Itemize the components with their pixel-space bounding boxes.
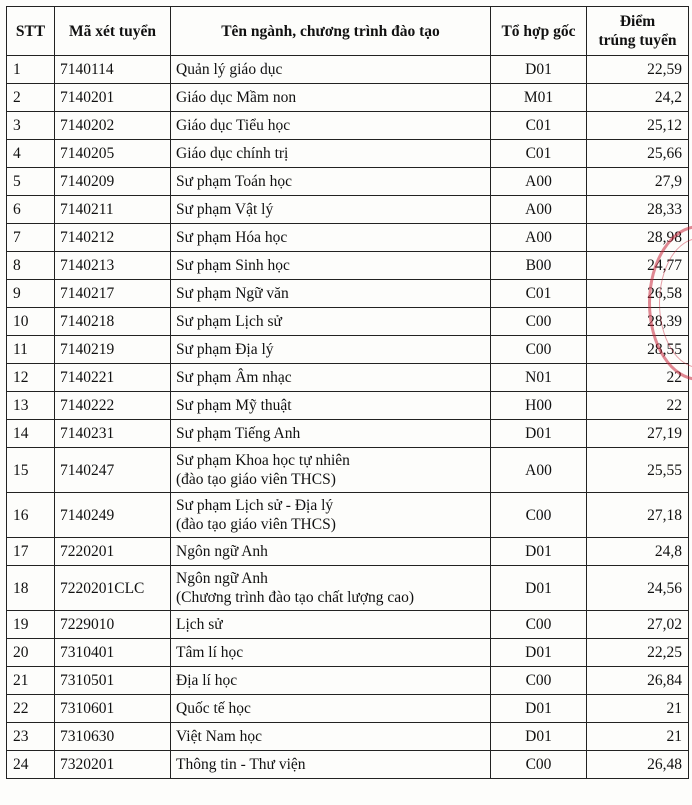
row-score: 28,33 <box>587 196 689 224</box>
table-row <box>7 140 689 168</box>
row-stt: 17 <box>7 538 55 566</box>
row-code: 7140247 <box>55 448 171 493</box>
table-row <box>7 308 689 336</box>
table-row <box>7 723 689 751</box>
row-score: 24,56 <box>587 566 689 611</box>
row-code: 7140202 <box>55 112 171 140</box>
row-name-line1: Lịch sử <box>176 616 223 633</box>
row-stt: 11 <box>7 336 55 364</box>
row-name <box>171 420 491 448</box>
row-score: 28,98 <box>587 224 689 252</box>
row-score: 22 <box>587 364 689 392</box>
row-name <box>171 364 491 392</box>
row-name <box>171 56 491 84</box>
row-stt: 1 <box>7 56 55 84</box>
row-code: 7310601 <box>55 695 171 723</box>
row-stt: 7 <box>7 224 55 252</box>
row-name-line1: Sư phạm Lịch sử <box>176 313 282 330</box>
table-row <box>7 420 689 448</box>
row-name <box>171 140 491 168</box>
row-code: 7140213 <box>55 252 171 280</box>
row-stt: 19 <box>7 611 55 639</box>
row-stt: 6 <box>7 196 55 224</box>
row-name-line2: (Chương trình đào tạo chất lượng cao) <box>176 589 415 606</box>
row-code: 7229010 <box>55 611 171 639</box>
row-combo: A00 <box>491 224 587 252</box>
table-row <box>7 196 689 224</box>
row-name-line1: Sư phạm Âm nhạc <box>176 369 292 386</box>
row-combo: C01 <box>491 112 587 140</box>
row-combo: C00 <box>491 611 587 639</box>
row-stt: 13 <box>7 392 55 420</box>
row-name-line1: Sư phạm Mỹ thuật <box>176 397 292 414</box>
row-code: 7310401 <box>55 639 171 667</box>
table-row <box>7 252 689 280</box>
row-stt: 24 <box>7 751 55 779</box>
row-code: 7140231 <box>55 420 171 448</box>
row-stt: 23 <box>7 723 55 751</box>
row-name-line1: Sư phạm Địa lý <box>176 341 274 358</box>
row-score: 26,48 <box>587 751 689 779</box>
row-name-line1: Sư phạm Hóa học <box>176 229 288 246</box>
row-score: 27,9 <box>587 168 689 196</box>
row-name-line1: Sư phạm Toán học <box>176 173 292 190</box>
header-stt: STT <box>7 7 55 56</box>
row-stt: 3 <box>7 112 55 140</box>
row-name <box>171 392 491 420</box>
row-stt: 22 <box>7 695 55 723</box>
row-stt: 4 <box>7 140 55 168</box>
admission-scores-table <box>6 6 689 779</box>
row-name <box>171 695 491 723</box>
row-name-line1: Sư phạm Khoa học tự nhiên <box>176 452 350 469</box>
row-combo: D01 <box>491 566 587 611</box>
row-combo: A00 <box>491 196 587 224</box>
row-name <box>171 566 491 611</box>
table-row <box>7 84 689 112</box>
row-name-line1: Thông tin - Thư viện <box>176 756 306 773</box>
row-name-line1: Sư phạm Lịch sử - Địa lý <box>176 497 334 514</box>
row-name-line1: Sư phạm Sinh học <box>176 257 290 274</box>
row-name <box>171 493 491 538</box>
row-code: 7220201CLC <box>55 566 171 611</box>
row-score: 25,66 <box>587 140 689 168</box>
row-name-line2: (đào tạo giáo viên THCS) <box>176 471 336 488</box>
row-score: 22 <box>587 392 689 420</box>
row-code: 7140221 <box>55 364 171 392</box>
row-name <box>171 336 491 364</box>
row-combo: C00 <box>491 751 587 779</box>
row-score: 27,18 <box>587 493 689 538</box>
row-code: 7320201 <box>55 751 171 779</box>
table-row <box>7 695 689 723</box>
table-row <box>7 56 689 84</box>
row-name <box>171 448 491 493</box>
row-code: 7140218 <box>55 308 171 336</box>
header-score <box>587 7 689 56</box>
row-combo: M01 <box>491 84 587 112</box>
row-name-line1: Ngôn ngữ Anh <box>176 570 268 587</box>
row-code: 7310501 <box>55 667 171 695</box>
table-row <box>7 364 689 392</box>
row-code: 7140219 <box>55 336 171 364</box>
row-stt: 21 <box>7 667 55 695</box>
row-name <box>171 538 491 566</box>
row-score: 26,58 <box>587 280 689 308</box>
row-stt: 10 <box>7 308 55 336</box>
row-name-line1: Sư phạm Tiếng Anh <box>176 425 301 442</box>
row-code: 7140222 <box>55 392 171 420</box>
row-combo: H00 <box>491 392 587 420</box>
row-name <box>171 84 491 112</box>
row-score: 24,8 <box>587 538 689 566</box>
row-combo: D01 <box>491 420 587 448</box>
row-combo: N01 <box>491 364 587 392</box>
row-score: 27,19 <box>587 420 689 448</box>
row-name-line1: Quốc tế học <box>176 700 251 717</box>
row-code: 7140217 <box>55 280 171 308</box>
row-stt: 16 <box>7 493 55 538</box>
header-code: Mã xét tuyển <box>55 7 171 56</box>
row-name-line1: Giáo dục Mầm non <box>176 89 297 106</box>
header-score-line1: Điểm <box>619 13 656 30</box>
row-combo: D01 <box>491 538 587 566</box>
table-row <box>7 224 689 252</box>
row-stt: 5 <box>7 168 55 196</box>
table-row <box>7 448 689 493</box>
row-stt: 15 <box>7 448 55 493</box>
row-combo: D01 <box>491 695 587 723</box>
table-row <box>7 667 689 695</box>
row-combo: C00 <box>491 667 587 695</box>
row-name <box>171 639 491 667</box>
row-code: 7140249 <box>55 493 171 538</box>
table-row <box>7 538 689 566</box>
row-code: 7140211 <box>55 196 171 224</box>
table-row <box>7 392 689 420</box>
row-name <box>171 112 491 140</box>
row-code: 7310630 <box>55 723 171 751</box>
header-combo: Tổ hợp gốc <box>491 7 587 56</box>
row-stt: 14 <box>7 420 55 448</box>
table-row <box>7 639 689 667</box>
row-combo: D01 <box>491 56 587 84</box>
row-score: 25,55 <box>587 448 689 493</box>
table-body <box>7 56 689 779</box>
row-combo: C01 <box>491 280 587 308</box>
row-name-line1: Tâm lí học <box>176 644 244 661</box>
row-code: 7140212 <box>55 224 171 252</box>
row-stt: 18 <box>7 566 55 611</box>
row-score: 24,2 <box>587 84 689 112</box>
row-combo: B00 <box>491 252 587 280</box>
table-row <box>7 112 689 140</box>
row-stt: 8 <box>7 252 55 280</box>
row-name <box>171 308 491 336</box>
row-code: 7140201 <box>55 84 171 112</box>
row-code: 7140205 <box>55 140 171 168</box>
row-name-line1: Ngôn ngữ Anh <box>176 543 268 560</box>
row-combo: D01 <box>491 639 587 667</box>
row-stt: 2 <box>7 84 55 112</box>
row-name <box>171 168 491 196</box>
row-name-line1: Giáo dục Tiểu học <box>176 117 291 134</box>
row-score: 25,12 <box>587 112 689 140</box>
row-code: 7140209 <box>55 168 171 196</box>
row-combo: C00 <box>491 336 587 364</box>
row-name <box>171 196 491 224</box>
row-name-line2: (đào tạo giáo viên THCS) <box>176 516 336 533</box>
row-combo: C01 <box>491 140 587 168</box>
row-name-line1: Quản lý giáo dục <box>176 61 283 78</box>
table-row <box>7 751 689 779</box>
row-name <box>171 723 491 751</box>
row-name-line1: Địa lí học <box>176 672 238 689</box>
table-row <box>7 566 689 611</box>
row-stt: 20 <box>7 639 55 667</box>
row-score: 27,02 <box>587 611 689 639</box>
row-score: 22,25 <box>587 639 689 667</box>
row-combo: A00 <box>491 448 587 493</box>
row-name <box>171 667 491 695</box>
row-code: 7220201 <box>55 538 171 566</box>
row-score: 21 <box>587 723 689 751</box>
table-row <box>7 168 689 196</box>
row-score: 26,84 <box>587 667 689 695</box>
row-score: 24,77 <box>587 252 689 280</box>
row-name-line1: Sư phạm Ngữ văn <box>176 285 289 302</box>
row-name-line1: Sư phạm Vật lý <box>176 201 274 218</box>
row-combo: A00 <box>491 168 587 196</box>
header-name: Tên ngành, chương trình đào tạo <box>171 7 491 56</box>
table-row <box>7 493 689 538</box>
table-row <box>7 611 689 639</box>
row-code: 7140114 <box>55 56 171 84</box>
header-score-line2: trúng tuyển <box>598 32 677 49</box>
row-combo: C00 <box>491 493 587 538</box>
row-score: 22,59 <box>587 56 689 84</box>
row-name <box>171 611 491 639</box>
row-name <box>171 280 491 308</box>
row-score: 28,55 <box>587 336 689 364</box>
row-name <box>171 751 491 779</box>
row-name-line1: Việt Nam học <box>176 728 263 745</box>
row-name <box>171 252 491 280</box>
row-stt: 9 <box>7 280 55 308</box>
row-score: 28,39 <box>587 308 689 336</box>
row-name-line1: Giáo dục chính trị <box>176 145 289 162</box>
row-combo: C00 <box>491 308 587 336</box>
row-name <box>171 224 491 252</box>
table-header-row <box>7 7 689 56</box>
row-score: 21 <box>587 695 689 723</box>
table-row <box>7 280 689 308</box>
row-stt: 12 <box>7 364 55 392</box>
row-combo: D01 <box>491 723 587 751</box>
table-row <box>7 336 689 364</box>
